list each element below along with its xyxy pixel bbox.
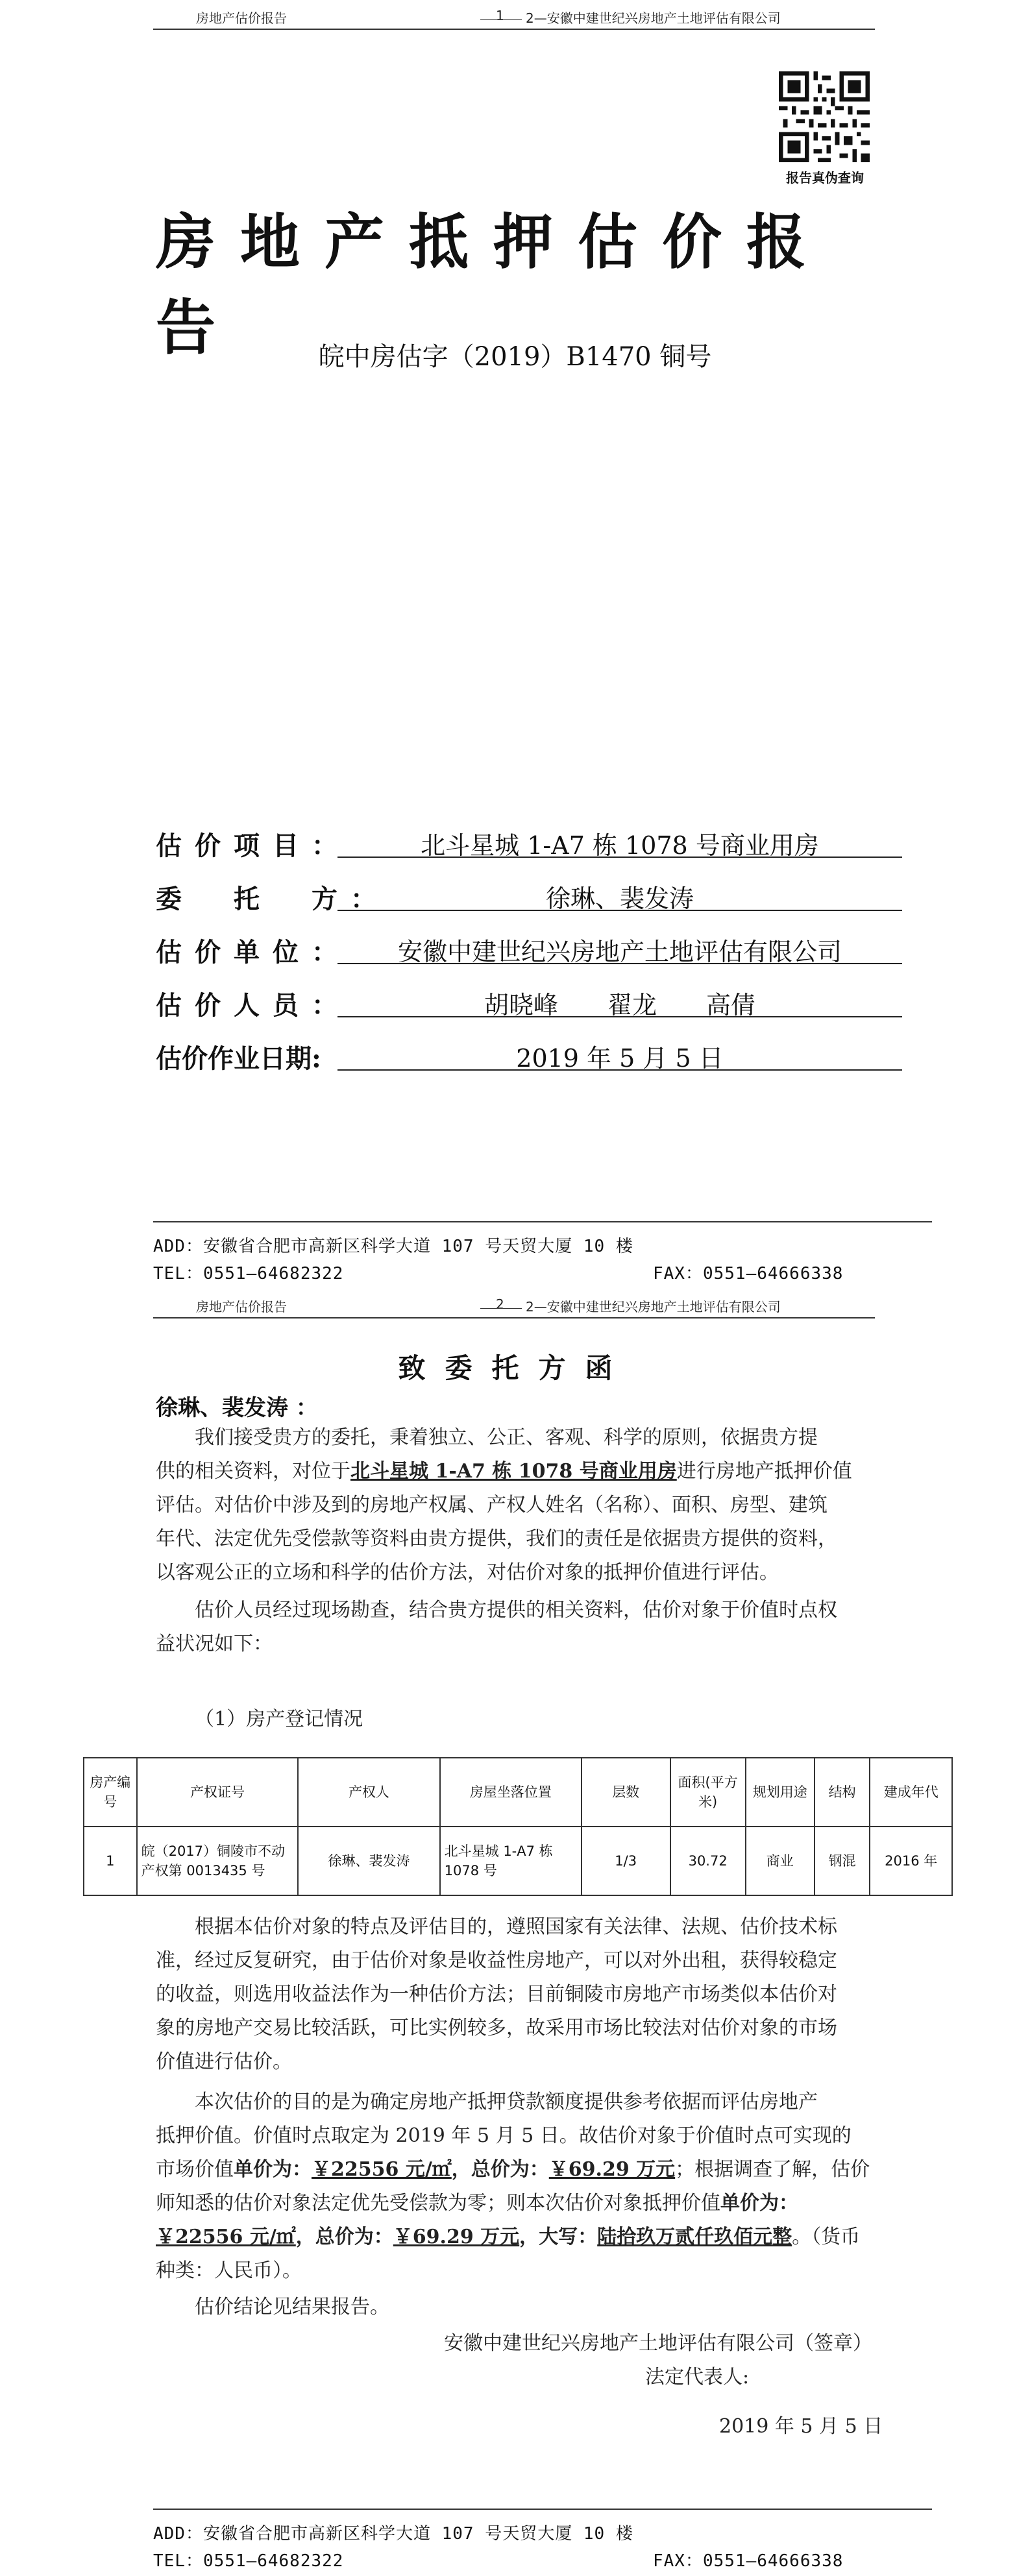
signature-company: 安徽中建世纪兴房地产土地评估有限公司（签章）	[444, 2332, 872, 2355]
table-cell: 30.72	[670, 1827, 746, 1895]
field-value-unit: 安徽中建世纪兴房地产土地评估有限公司	[397, 938, 842, 966]
page-number: 1	[496, 8, 504, 23]
table-header: 房屋坐落位置	[440, 1758, 582, 1827]
field-label-staff: 估价人员：	[156, 990, 350, 1021]
market-total-price: ￥69.29 万元	[548, 2158, 676, 2181]
field-underline	[337, 857, 902, 858]
table-header: 面积(平方米)	[670, 1758, 746, 1827]
letter-title: 致委托方函	[398, 1352, 632, 1384]
report-number: 皖中房估字（2019）B1470 铜号	[318, 342, 712, 372]
table-header: 层数	[582, 1758, 670, 1827]
field-underline	[337, 1016, 902, 1017]
table-header-row	[84, 1758, 952, 1827]
footer-tel: TEL：0551—64682322	[153, 2551, 344, 2571]
mortgage-total-price: ￥69.29 万元	[393, 2226, 520, 2248]
letter-paragraph-line: 准，经过反复研究，由于估价对象是收益性房地产，可以对外出租，获得较稳定	[156, 1949, 837, 1972]
page-header-left: 房地产估价报告	[196, 1299, 287, 1315]
letter-paragraph-line: 评估。对估价中涉及到的房地产权属、产权人姓名（名称）、面积、房型、建筑	[156, 1494, 828, 1516]
mortgage-amount-in-words: 陆拾玖万贰仟玖佰元整	[597, 2226, 792, 2248]
footer-fax: FAX：0551—64666338	[653, 1264, 844, 1283]
page-header-right: 2—安徽中建世纪兴房地产土地评估有限公司	[526, 1299, 781, 1315]
footer-tel: TEL：0551—64682322	[153, 1264, 344, 1283]
property-name: 北斗星城 1-A7 栋 1078 号商业用房	[350, 1460, 677, 1483]
mortgage-unit-price: ￥22556 元/㎡	[156, 2226, 296, 2248]
letter-paragraph-line: 供的相关资料，对位于北斗星城 1-A7 栋 1078 号商业用房进行房地产抵押价值	[156, 1460, 852, 1483]
footer-address: ADD：安徽省合肥市高新区科学大道 107 号天贸大厦 10 楼	[153, 1237, 633, 1256]
table-cell: 商业	[746, 1827, 815, 1895]
table-row	[84, 1827, 952, 1895]
footer-rule	[153, 1221, 932, 1222]
section-heading: （1）房产登记情况	[195, 1708, 363, 1731]
field-label-client: 委 托 方：	[156, 884, 389, 914]
letter-paragraph-line: ￥22556 元/㎡，总价为：￥69.29 万元，大写：陆拾玖万贰仟玖佰元整。（货币	[156, 2226, 861, 2248]
table-header: 规划用途	[746, 1758, 815, 1827]
letter-paragraph-line: 本次估价的目的是为确定房地产抵押贷款额度提供参考依据而评估房地产	[195, 2091, 818, 2113]
letter-paragraph-line: 象的房地产交易比较活跃，可比实例较多，故采用市场比较法对估价对象的市场	[156, 2017, 837, 2039]
letter-paragraph-line: 益状况如下：	[156, 1633, 273, 1655]
field-value-staff: 胡晓峰 翟龙 高倩	[484, 991, 755, 1019]
letter-paragraph-line: 年代、法定优先受偿款等资料由贵方提供，我们的责任是依据贵方提供的资料，	[156, 1527, 837, 1550]
qr-code-icon[interactable]	[779, 71, 870, 162]
letter-paragraph-line: 师知悉的估价对象法定优先受偿款为零；则本次估价对象抵押价值单价为：	[156, 2192, 798, 2215]
letter-paragraph-line: 估价人员经过现场勘查，结合贵方提供的相关资料，估价对象于价值时点权	[195, 1599, 837, 1622]
letter-paragraph-line: 种类：人民币）。	[156, 2259, 302, 2282]
page-number-underline	[480, 1308, 522, 1309]
table-cell: 钢混	[815, 1827, 870, 1895]
table-cell: 1/3	[582, 1827, 670, 1895]
field-value-client: 徐琳、裴发涛	[545, 884, 694, 913]
table-cell: 2016 年	[870, 1827, 952, 1895]
table-header: 产权人	[298, 1758, 439, 1827]
letter-paragraph-line: 价值进行估价。	[156, 2050, 292, 2073]
market-unit-price: ￥22556 元/㎡	[312, 2158, 452, 2181]
table-cell: 皖（2017）铜陵市不动产权第 0013435 号	[137, 1827, 299, 1895]
field-underline	[337, 1069, 902, 1071]
footer-address: ADD：安徽省合肥市高新区科学大道 107 号天贸大厦 10 楼	[153, 2524, 633, 2544]
page-number-underline	[480, 19, 522, 20]
field-label-unit: 估价单位：	[156, 937, 350, 967]
table-cell: 1	[84, 1827, 137, 1895]
letter-paragraph-line: 的收益，则选用收益法作为一种估价方法；目前铜陵市房地产市场类似本估价对	[156, 1983, 837, 2006]
page-header-left: 房地产估价报告	[196, 10, 287, 26]
report-title: 房地产抵押估价报告	[156, 207, 831, 363]
footer-fax: FAX：0551—64666338	[653, 2551, 844, 2571]
field-underline	[337, 963, 902, 964]
field-label-project: 估价项目：	[156, 831, 350, 861]
letter-salutation: 徐琳、裴发涛 ：	[156, 1395, 318, 1421]
table-header: 房产编号	[84, 1758, 137, 1827]
qr-caption: 报告真伪查询	[786, 170, 864, 186]
page-number: 2	[496, 1296, 504, 1312]
field-value-project: 北斗星城 1-A7 栋 1078 号商业用房	[421, 831, 819, 860]
letter-paragraph-line: 根据本估价对象的特点及评估目的，遵照国家有关法律、法规、估价技术标	[195, 1915, 837, 1938]
table-header: 产权证号	[137, 1758, 299, 1827]
letter-paragraph-line: 抵押价值。价值时点取定为 2019 年 5 月 5 日。故估价对象于价值时点可实现的	[156, 2124, 852, 2147]
table-header: 结构	[815, 1758, 870, 1827]
field-label-date: 估价作业日期:	[156, 1043, 321, 1074]
page-header-right: 2—安徽中建世纪兴房地产土地评估有限公司	[526, 10, 781, 26]
registration-table	[83, 1757, 953, 1896]
field-value-date: 2019 年 5 月 5 日	[516, 1044, 724, 1073]
header-rule	[153, 29, 875, 30]
letter-paragraph-line: 以客观公正的立场和科学的估价方法，对估价对象的抵押价值进行评估。	[156, 1561, 779, 1584]
table-cell: 徐琳、裴发涛	[298, 1827, 439, 1895]
letter-paragraph-line: 市场价值单价为：￥22556 元/㎡，总价为：￥69.29 万元；根据调查了解，估价	[156, 2158, 870, 2181]
header-rule	[153, 1317, 875, 1318]
field-underline	[337, 910, 902, 911]
table-cell: 北斗星城 1-A7 栋 1078 号	[440, 1827, 582, 1895]
signature-legal-rep: 法定代表人:	[645, 2366, 750, 2388]
letter-paragraph-line: 我们接受贵方的委托，秉着独立、公正、客观、科学的原则，依据贵方提	[195, 1426, 818, 1449]
footer-rule	[153, 2509, 932, 2510]
letter-paragraph-line: 估价结论见结果报告。	[195, 2296, 389, 2318]
table-header: 建成年代	[870, 1758, 952, 1827]
signature-date: 2019 年 5 月 5 日	[719, 2415, 883, 2438]
